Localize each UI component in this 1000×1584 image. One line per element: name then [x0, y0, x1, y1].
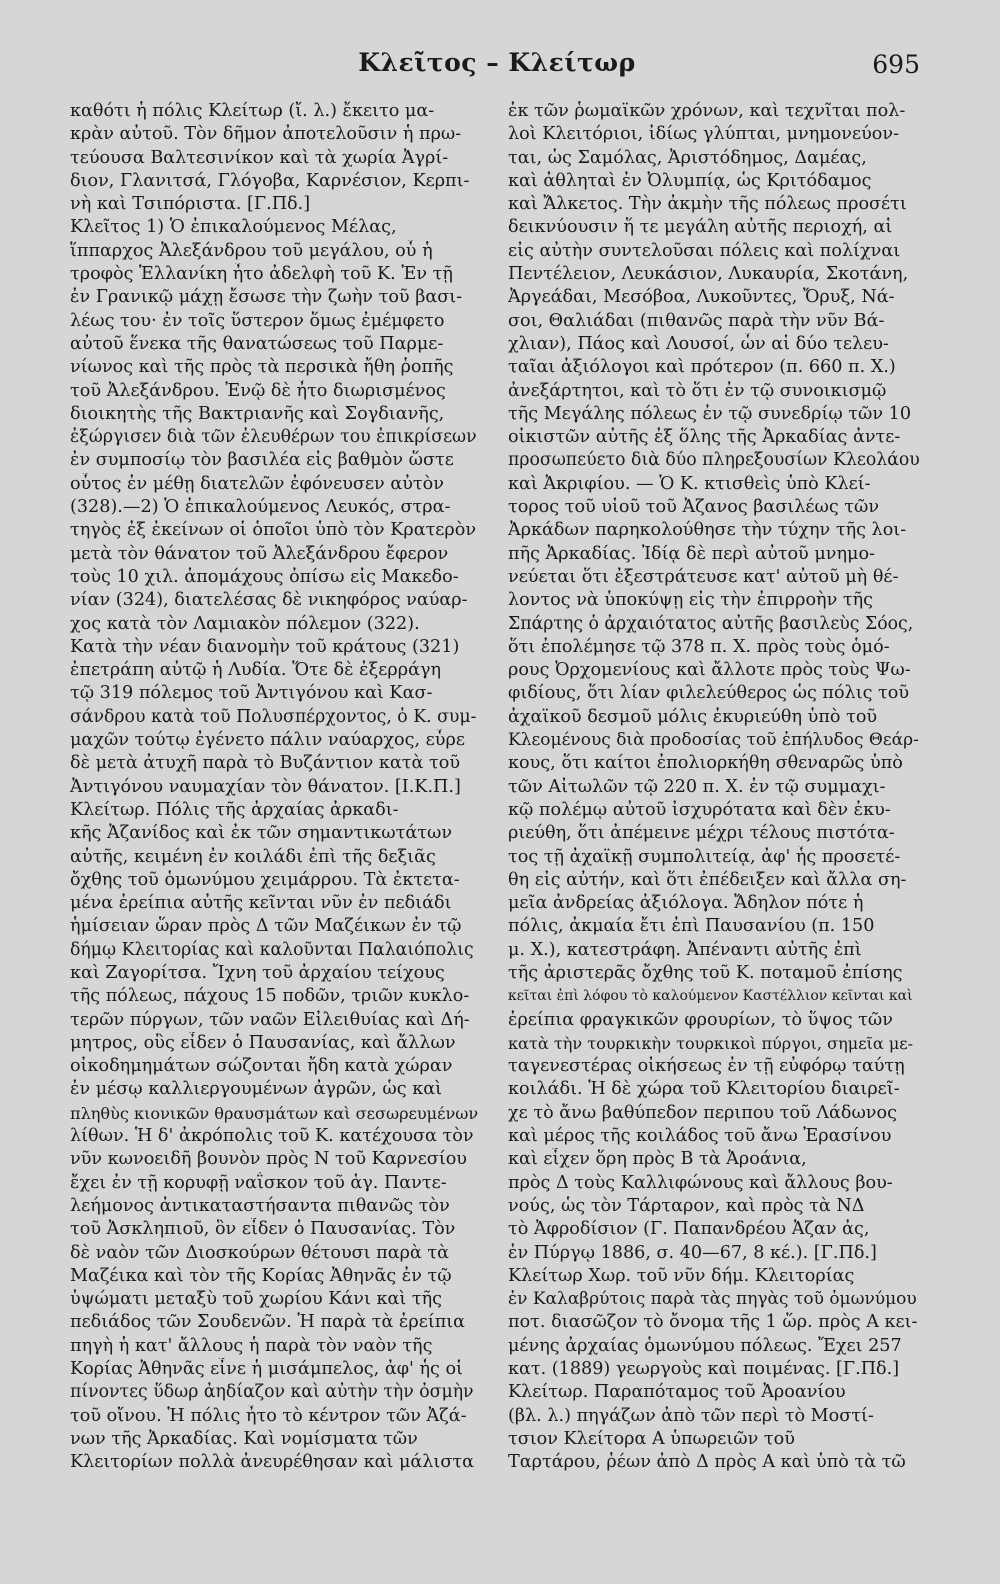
text-line: τερῶν πύργων, τῶν ναῶν Εἰλειθυίας καὶ Δή- [70, 1009, 470, 1030]
text-line: καὶ Ἀκριφίου. — Ὁ Κ. κτισθεὶς ὑπὸ Κλεί- [508, 473, 871, 494]
text-line: ὑψώματι μεταξὺ τοῦ χωρίου Κάνι καὶ τῆς [70, 1289, 442, 1310]
text-line: ἐν Γρανικῷ μάχῃ ἔσωσε τὴν ζωὴν τοῦ βασι- [70, 287, 463, 308]
text-line: οἰκοδημημάτων σώζονται ἤδη κατὰ χώραν [70, 1056, 453, 1077]
text-line: Κλείτωρ Χωρ. τοῦ νῦν δήμ. Κλειτορίας [508, 1265, 855, 1286]
text-line: καὶ Ἄλκετος. Τὴν ἀκμὴν τῆς πόλεως προσέτι [508, 194, 907, 215]
text-line: ταῖαι ἀξιόλογοι καὶ πρότερον (π. 660 π. Χ.) [508, 357, 896, 378]
text-line: αὐτοῦ ἕνεκα τῆς θανατώσεως τοῦ Παρμε- [70, 333, 444, 354]
text-line: πηγὴ ἡ κατ' ἄλλους ἡ παρὰ τὸν ναὸν τῆς [70, 1335, 433, 1356]
text-line: μαχῶν τούτῳ ἐγένετο πάλιν ναύαρχος, εὗρε [70, 730, 465, 751]
text-line: λεήμονος ἀντικαταστήσαντα πιθανῶς τὸν [70, 1195, 450, 1216]
text-line: χε τὸ ἄνω βαθύπεδον περιπου τοῦ Λάδωνος [508, 1102, 897, 1123]
text-line: φιδίους, ὅτι λίαν φιλελεύθερος ὡς πόλις τοῦ [508, 683, 910, 704]
text-line: νεύεται ὅτι ἐξεστράτευσε κατ' αὐτοῦ μὴ θέ- [508, 566, 899, 587]
text-line: τοὺς 10 χιλ. ἀπομάχους ὀπίσω εἰς Μακεδο- [70, 566, 459, 587]
text-line: καὶ Ζαγορίτσα. Ἴχνη τοῦ ἀρχαίου τείχους [70, 962, 445, 983]
text-line: καὶ ἀθληταὶ ἐν Ὀλυμπίᾳ, ὡς Κριτόδαμος [508, 170, 872, 191]
text-line: ἐπετράπη αὐτῷ ἡ Λυδία. Ὅτε δὲ ἐξερράγη [70, 660, 442, 681]
text-line: ἐν μέσῳ καλλιεργουμένων ἀγρῶν, ὡς καὶ [70, 1079, 442, 1100]
text-line: ἐξώργισεν διὰ τῶν ἐλευθέρων του ἐπικρίσεων [70, 427, 477, 448]
text-line: δὲ ναὸν τῶν Διοσκούρων θέτουσι παρὰ τὰ [70, 1242, 450, 1263]
text-line: τος τῇ ἀχαϊκῇ συμπολιτείᾳ, ἀφ' ἧς προσετέ- [508, 846, 901, 867]
text-line: κους, ὅτι καίτοι ἐπολιορκήθη σθεναρῶς ὑπὸ [508, 753, 903, 774]
text-line: πῆς Ἀρκαδίας. Ἰδίᾳ δὲ περὶ αὐτοῦ μνημο- [508, 543, 875, 564]
text-line: δεικνύουσιν ἥ τε μεγάλη αὐτῆς περιοχή, αἱ [508, 217, 893, 238]
text-line: μένης ἀρχαίας ὁμωνύμου πόλεως. Ἔχει 257 [508, 1335, 902, 1356]
text-line: νίαν (324), διατελέσας δὲ νικηφόρος ναύαρ- [70, 590, 468, 611]
text-line: ἐν συμποσίῳ τὸν βασιλέα εἰς βαθμὸν ὥστε [70, 450, 454, 471]
text-line: μητρος, οὓς εἶδεν ὁ Παυσανίας, καὶ ἄλλων [70, 1032, 456, 1053]
text-line: πληθὺς κιονικῶν θραυσμάτων καὶ σεσωρευμένων [70, 1103, 478, 1123]
text-line: ἀνεξάρτητοι, καὶ τὸ ὅτι ἐν τῷ συνοικισμῷ [508, 380, 887, 401]
text-line: ἐν Πύργῳ 1886, σ. 40—67, 8 κέ.). [Γ.Πδ.] [508, 1242, 877, 1263]
text-line: Ἀντιγόνου ναυμαχίαν τὸν θάνατον. [Ι.Κ.Π.] [70, 776, 461, 797]
text-line: σάνδρου κατὰ τοῦ Πολυσπέρχοντος, ὁ Κ. συμ- [70, 706, 477, 727]
text-line: λέως του· ἐν τοῖς ὕστερον ὅμως ἐμέμφετο [70, 310, 445, 331]
text-line: λοὶ Κλειτόριοι, ἰδίως γλύπται, μνημονεύον- [508, 124, 900, 145]
text-line: καὶ εἶχεν ὅρη πρὸς Β τὰ Ἀροάνια, [508, 1149, 807, 1170]
text-line: (βλ. λ.) πηγάζων ἀπὸ τῶν περὶ τὸ Μοστί- [508, 1405, 874, 1426]
text-line: ταγενεστέρας οἰκήσεως ἐν τῇ εὐφόρῳ ταύτῃ [508, 1056, 905, 1077]
text-line: τοῦ Ἀσκληπιοῦ, ὃν εἶδεν ὁ Παυσανίας. Τὸν [70, 1219, 456, 1240]
text-line: καὶ μέρος τῆς κοιλάδος τοῦ ἄνω Ἐρασίνου [508, 1126, 892, 1147]
text-line: διοικητὴς τῆς Βακτριανῆς καὶ Σογδιανῆς, [70, 403, 445, 424]
text-line: νῦν κωνοειδῆ βουνὸν πρὸς Ν τοῦ Καρνεσίου [70, 1149, 468, 1170]
text-line: χλιαν), Πάος καὶ Λουσοί, ὧν αἱ δύο τελευ- [508, 333, 889, 354]
text-line: Κλειτορίων πολλὰ ἀνευρέθησαν καὶ μάλιστα [70, 1452, 474, 1473]
text-line: Κλεῖτος 1) Ὁ ἐπικαλούμενος Μέλας, [70, 217, 397, 238]
text-line: κοιλάδι. Ἡ δὲ χώρα τοῦ Κλειτορίου διαιρεῖ- [508, 1079, 900, 1100]
text-line: καθότι ἡ πόλις Κλείτωρ (ἴ. λ.) ἔκειτο μα- [70, 101, 435, 121]
text-line: τσιον Κλείτορα Α ὑπωρειῶν τοῦ [508, 1428, 795, 1449]
page-number: 695 [872, 50, 920, 79]
text-line: ἔχει ἐν τῇ κορυφῇ ναΐσκον τοῦ ἁγ. Παντε- [70, 1172, 447, 1193]
text-line: πεδιάδος τῶν Σουδενῶν. Ἡ παρὰ τὰ ἐρείπια [70, 1312, 466, 1333]
text-line: πίνοντες ὕδωρ ἀηδίαζον καὶ αὐτὴν τὴν ὀσμὴν [70, 1382, 474, 1403]
text-line: ποτ. διασῶζον τὸ ὄνομα τῆς 1 ὥρ. πρὸς Α κει- [508, 1312, 918, 1333]
text-line: εἰς αὐτὴν συντελοῦσαι πόλεις καὶ πολίχναι [508, 240, 901, 261]
text-line: κατὰ τὴν τουρκικὴν τουρκικοὶ πύργοι, σημεῖα με- [508, 1033, 914, 1053]
text-line: ὅτι ἐπολέμησε τῷ 378 π. Χ. πρὸς τοὺς ὁμό- [508, 636, 890, 657]
text-line: νὴ καὶ Τσιπόριστα. [Γ.Πδ.] [70, 194, 311, 215]
text-line: Μαζέικα καὶ τὸν τῆς Κορίας Ἀθηνᾶς ἐν τῷ [70, 1265, 452, 1286]
text-line: Ταρτάρου, ῥέων ἀπὸ Δ πρὸς Α καὶ ὑπὸ τὰ τῶ [508, 1452, 906, 1473]
text-line: μένα ἐρείπια αὐτῆς κεῖνται νῦν ἐν πεδιάδι [70, 893, 452, 914]
text-line: κεῖται ἐπὶ λόφου τὸ καλούμενον Καστέλλιον κεῖνται καὶ [508, 988, 913, 1005]
text-line: ἵππαρχος Ἀλεξάνδρου τοῦ μεγάλου, οὗ ἡ [70, 240, 433, 261]
text-line: θη εἰς αὐτήν, καὶ ὅτι ἐπέδειξεν καὶ ἄλλα ση- [508, 869, 907, 890]
text-line: τὸ Ἀφροδίσιον (Γ. Παπανδρέου Ἀζαν ἀς, [508, 1219, 870, 1240]
text-line: τορος τοῦ υἱοῦ τοῦ Ἀζανος βασιλέως τῶν [508, 497, 880, 518]
text-line: πρὸς Δ τοὺς Καλλιφώνους καὶ ἄλλους βου- [508, 1172, 893, 1193]
text-line: κρὰν αὐτοῦ. Τὸν δῆμον ἀποτελοῦσιν ἡ πρω- [70, 124, 462, 145]
text-line: ται, ὡς Σαμόλας, Ἀριστόδημος, Δαμέας, [508, 147, 867, 168]
text-line: Κορίας Ἀθηνᾶς εἶνε ἡ μισάμπελος, ἀφ' ἧς οἱ [70, 1359, 463, 1380]
text-line: τοῦ οἴνου. Ἡ πόλις ἦτο τὸ κέντρον τῶν Ἀζά- [70, 1405, 467, 1426]
running-head: Κλεῖτος – Κλείτωρ [358, 48, 636, 77]
text-line: νούς, ὡς τὸν Τάρταρον, καὶ πρὸς τὰ ΝΔ [508, 1195, 865, 1216]
text-line: τοῦ Ἀλεξάνδρου. Ἐνῷ δὲ ἦτο διωρισμένος [70, 380, 446, 401]
text-line: Σπάρτης ὁ ἀρχαιότατος αὐτῆς βασιλεὺς Σόος, [508, 613, 914, 634]
text-line: αὐτῆς, κειμένη ἐν κοιλάδι ἐπὶ τῆς δεξιᾶς [70, 846, 436, 867]
text-line: τροφὸς Ἑλλανίκη ἦτο ἀδελφὴ τοῦ Κ. Ἐν τῇ [70, 264, 453, 285]
text-line: Κλεομένους διὰ προδοσίας τοῦ ἐπήλυδος Θεάρ- [508, 730, 919, 751]
text-line: ριεύθη, ὅτι ἀπέμεινε μέχρι τέλους πιστότα- [508, 823, 895, 844]
text-line: δὲ μετὰ ἀτυχῆ παρὰ τὸ Βυζάντιον κατὰ τοῦ [70, 753, 461, 774]
text-line: πόλις, ἀκμαία ἔτι ἐπὶ Παυσανίου (π. 150 [508, 916, 875, 937]
text-line: ἐκ τῶν ῥωμαϊκῶν χρόνων, καὶ τεχνῖται πολ- [508, 101, 906, 121]
text-line: προσωπεύετο διὰ δύο πληρεξουσίων Κλεολάου [508, 450, 920, 471]
text-line: μετὰ τὸν θάνατον τοῦ Ἀλεξάνδρου ἔφερον [70, 543, 449, 564]
text-line: ἐρείπια φραγκικῶν φρουρίων, τὸ ὕψος τῶν [508, 1009, 893, 1030]
text-line: Ἀργεάδαι, Μεσόβοα, Λυκοῦντες, Ὄρυξ, Νά- [508, 287, 895, 308]
text-line: κῷ πολέμῳ αὐτοῦ ἰσχυρότατα καὶ δὲν ἐκυ- [508, 799, 891, 820]
text-line: χος κατὰ τὸν Λαμιακὸν πόλεμον (322). [70, 613, 420, 634]
text-line: κατ. (1889) γεωργοὺς καὶ ποιμένας. [Γ.Πδ.] [508, 1359, 900, 1380]
text-line: νίωνος καὶ τῆς πρὸς τὰ περσικὰ ἤθη ῥοπῆς [70, 357, 454, 378]
text-line: τῆς πόλεως, πάχους 15 ποδῶν, τριῶν κυκλο- [70, 986, 470, 1007]
text-line: σοι, Θαλιάδαι (πιθανῶς παρὰ τὴν νῦν Βά- [508, 310, 885, 331]
text-line: τηγὸς ἐξ ἐκείνων οἱ ὁποῖοι ὑπὸ τὸν Κρατερὸν [70, 520, 477, 541]
text-line: τῆς Μεγάλης πόλεως ἐν τῷ συνεδρίῳ τῶν 10 [508, 403, 912, 424]
text-line: δήμῳ Κλειτορίας καὶ καλοῦνται Παλαιόπολις [70, 939, 474, 960]
text-line: ρους Ὀρχομενίους καὶ ἄλλοτε πρὸς τοὺς Ψω- [508, 660, 911, 681]
text-line: ἐν Καλαβρύτοις παρὰ τὰς πηγὰς τοῦ ὁμωνύμου [508, 1289, 917, 1310]
left-column [70, 100, 478, 1475]
text-line: τῷ 319 πόλεμος τοῦ Ἀντιγόνου καὶ Κασ- [70, 683, 433, 704]
text-line: ἀχαϊκοῦ δεσμοῦ μόλις ἐκυριεύθη ὑπὸ τοῦ [508, 706, 878, 727]
text-line: (328).—2) Ὁ ἐπικαλούμενος Λευκός, στρα- [70, 497, 451, 518]
text-line: μεῖα ἀνδρείας ἀξιόλογα. Ἄδηλον πότε ἡ [508, 893, 864, 914]
text-line: Κλείτωρ. Πόλις τῆς ἀρχαίας ἀρκαδι- [70, 799, 399, 820]
text-line: ἡμίσειαν ὥραν πρὸς Δ τῶν Μαζέικων ἐν τῷ [70, 916, 462, 937]
text-line: λοντος νὰ ὑποκύψῃ εἰς τὴν ἐπιρροὴν τῆς [508, 590, 874, 611]
page-header [74, 48, 920, 88]
text-line: Κλείτωρ. Παραπόταμος τοῦ Ἀροανίου [508, 1382, 846, 1403]
text-line: Πεντέλειον, Λευκάσιον, Λυκαυρία, Σκοτάνη, [508, 264, 909, 285]
text-line: Κατὰ τὴν νέαν διανομὴν τοῦ κράτους (321) [70, 636, 460, 657]
text-line: μ. Χ.), κατεστράφη. Ἀπέναντι αὐτῆς ἐπὶ [508, 939, 862, 960]
text-line: λίθων. Ἡ δ' ἀκρόπολις τοῦ Κ. κατέχουσα τὸν [70, 1126, 474, 1147]
text-line: τεύουσα Βαλτεσινίκον καὶ τὰ χωρία Ἀγρί- [70, 147, 449, 168]
right-column [508, 100, 920, 1475]
text-line: διον, Γλανιτσά, Γλόγοβα, Καρνέσιον, Κερπι- [70, 170, 470, 191]
text-line: τῶν Αἰτωλῶν τῷ 220 π. Χ. ἐν τῷ συμμαχι- [508, 776, 886, 797]
text-line: νων τῆς Ἀρκαδίας. Καὶ νομίσματα τῶν [70, 1428, 418, 1449]
text-line: κῆς Ἀζανίδος καὶ ἐκ τῶν σημαντικωτάτων [70, 823, 453, 844]
text-line: οἰκιστῶν αὐτῆς ἐξ ὅλης τῆς Ἀρκαδίας ἀντε- [508, 427, 901, 448]
text-line: Ἀρκάδων παρηκολούθησε τὴν τύχην τῆς λοι- [508, 520, 907, 541]
text-line: οὗτος ἐν μέθῃ διατελῶν ἐφόνευσεν αὐτὸν [70, 473, 444, 494]
text-line: τῆς ἀριστερᾶς ὄχθης τοῦ Κ. ποταμοῦ ἐπίσης [508, 962, 903, 983]
text-line: ὄχθης τοῦ ὁμωνύμου χειμάρρου. Τὰ ἐκτετα- [70, 869, 460, 890]
